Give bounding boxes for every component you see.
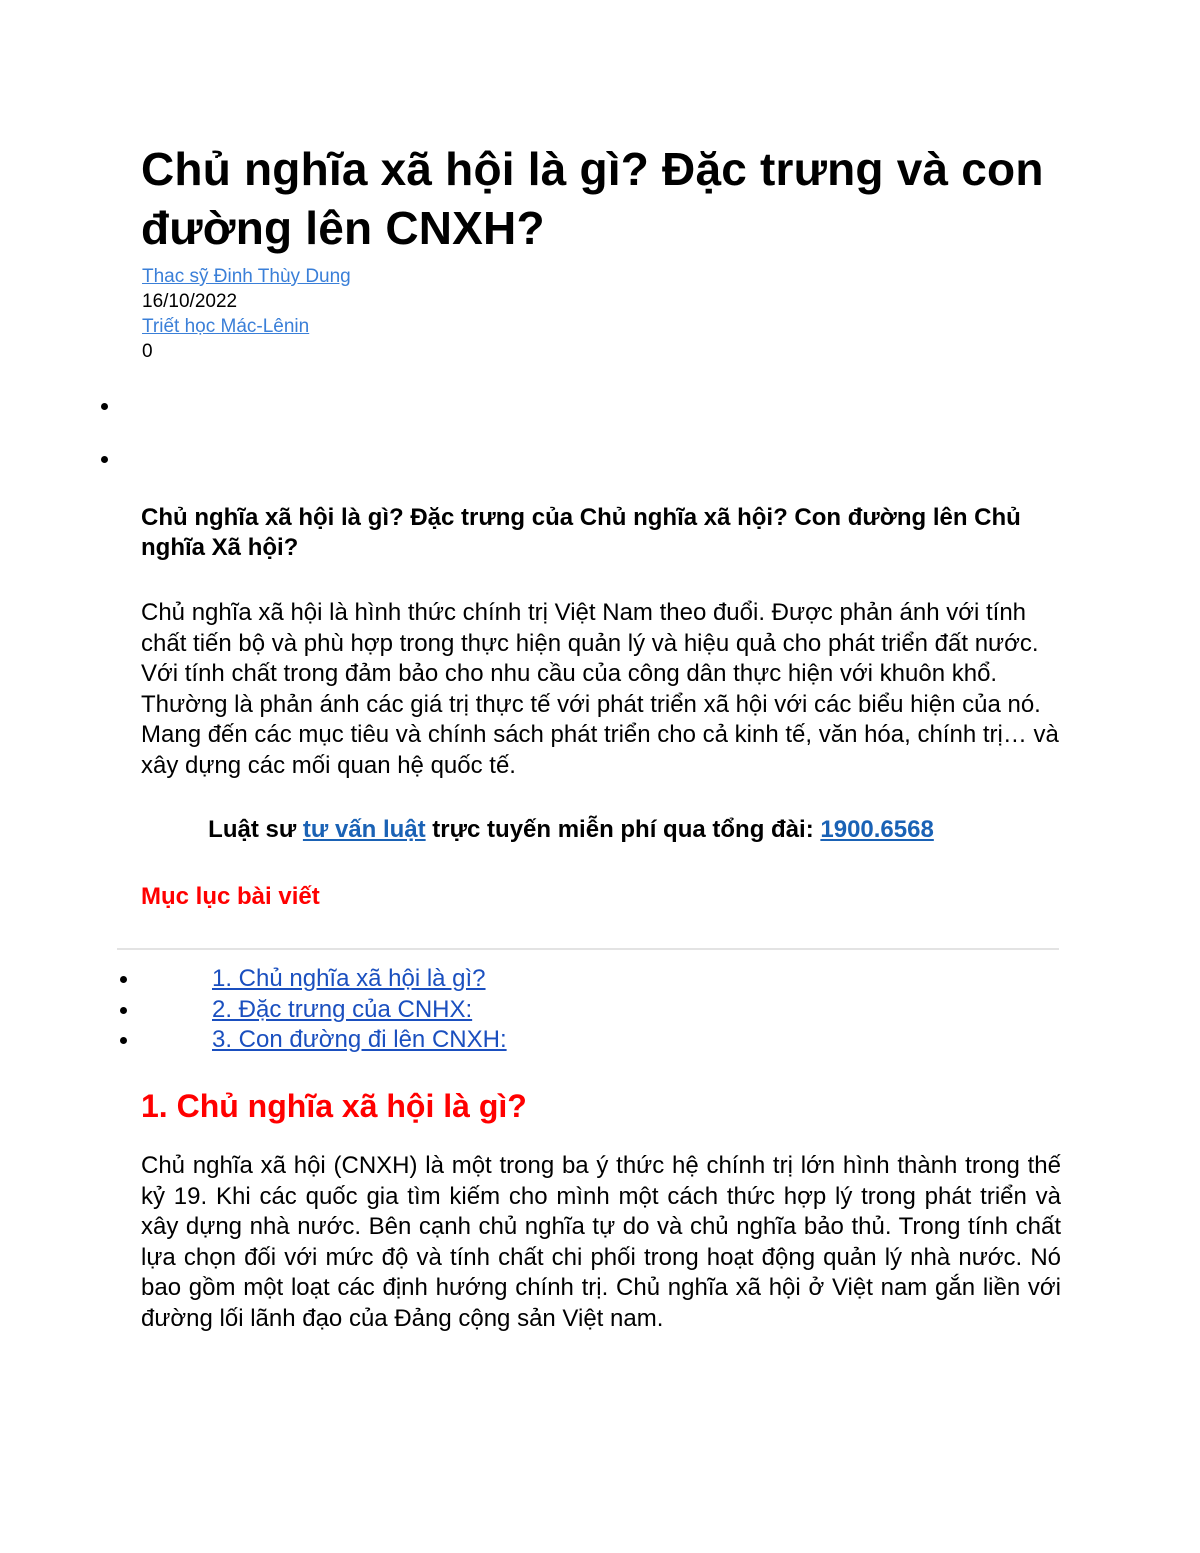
section-1-heading: 1. Chủ nghĩa xã hội là gì? — [141, 1088, 527, 1124]
toc-link-section-2[interactable]: 2. Đặc trưng của CNHX: — [212, 995, 473, 1023]
share-bullet-1 — [101, 403, 108, 410]
toc-link-section-3[interactable]: 3. Con đường đi lên CNXH: — [212, 1026, 507, 1053]
intro-paragraph: Chủ nghĩa xã hội là hình thức chính trị Việt Nam theo đuổi. Được phản ánh với tính chất tiến bộ và phù hợp trong thực hiện quản lý và hiệu quả cho phát triển đất nước. Với tính chất trong đảm bảo cho nhu cầu của công dân thực hiện với khuôn khổ. Thường là phản ánh các giá trị thực tế với phát triển xã hội với các biểu hiện của nó. Mang đến các mục tiêu và chính sách phát triển cho cả kinh tế, văn hóa, chính trị… và xây dựng các mối quan hệ quốc tế. — [141, 599, 1059, 779]
hotline-phone-link[interactable]: 1900.6568 — [820, 816, 934, 843]
toc-title: Mục lục bài viết — [141, 883, 320, 910]
article-title: Chủ nghĩa xã hội là gì? Đặc trưng và con đường lên CNXH? — [141, 143, 1044, 254]
hotline-middle: trực tuyến miễn phí qua tổng đài: — [425, 816, 821, 843]
author-link[interactable]: Thac sỹ Đinh Thùy Dung — [142, 266, 351, 287]
toc-link-section-1[interactable]: 1. Chủ nghĩa xã hội là gì? — [212, 965, 486, 992]
comment-count: 0 — [142, 341, 153, 362]
bullet-icon — [120, 1007, 127, 1014]
bullet-icon — [120, 976, 127, 983]
legal-advice-link[interactable]: tư vấn luật — [302, 816, 426, 843]
section-1-paragraph: Chủ nghĩa xã hội (CNXH) là một trong ba ý thức hệ chính trị lớn hình thành trong thế kỷ 19. Khi các quốc gia tìm kiếm cho mình một cách thức hợp lý trong phát triển và xây dựng nhà nước. Bên cạnh chủ nghĩa tự do và chủ nghĩa bảo thủ. Trong tính chất lựa chọn đối với mức độ và tính chất chi phối trong hoạt động quản lý nhà nước. Nó bao gồm một loạt các định hướng chính trị. Chủ nghĩa xã hội ở Việt nam gắn liền với đường lối lãnh đạo của Đảng cộng sản Việt nam. — [141, 1152, 1061, 1332]
hotline-prefix: Luật sư — [208, 816, 303, 843]
hotline-banner — [0, 815, 1142, 845]
share-bullet-2 — [101, 456, 108, 463]
intro-heading: Chủ nghĩa xã hội là gì? Đặc trưng của Chủ nghĩa xã hội? Con đường lên Chủ nghĩa Xã hội? — [141, 504, 1021, 561]
publish-date: 16/10/2022 — [142, 291, 238, 312]
category-link[interactable]: Triết học Mác-Lênin — [142, 316, 310, 337]
toc-divider — [117, 948, 1059, 950]
bullet-icon — [120, 1037, 127, 1044]
